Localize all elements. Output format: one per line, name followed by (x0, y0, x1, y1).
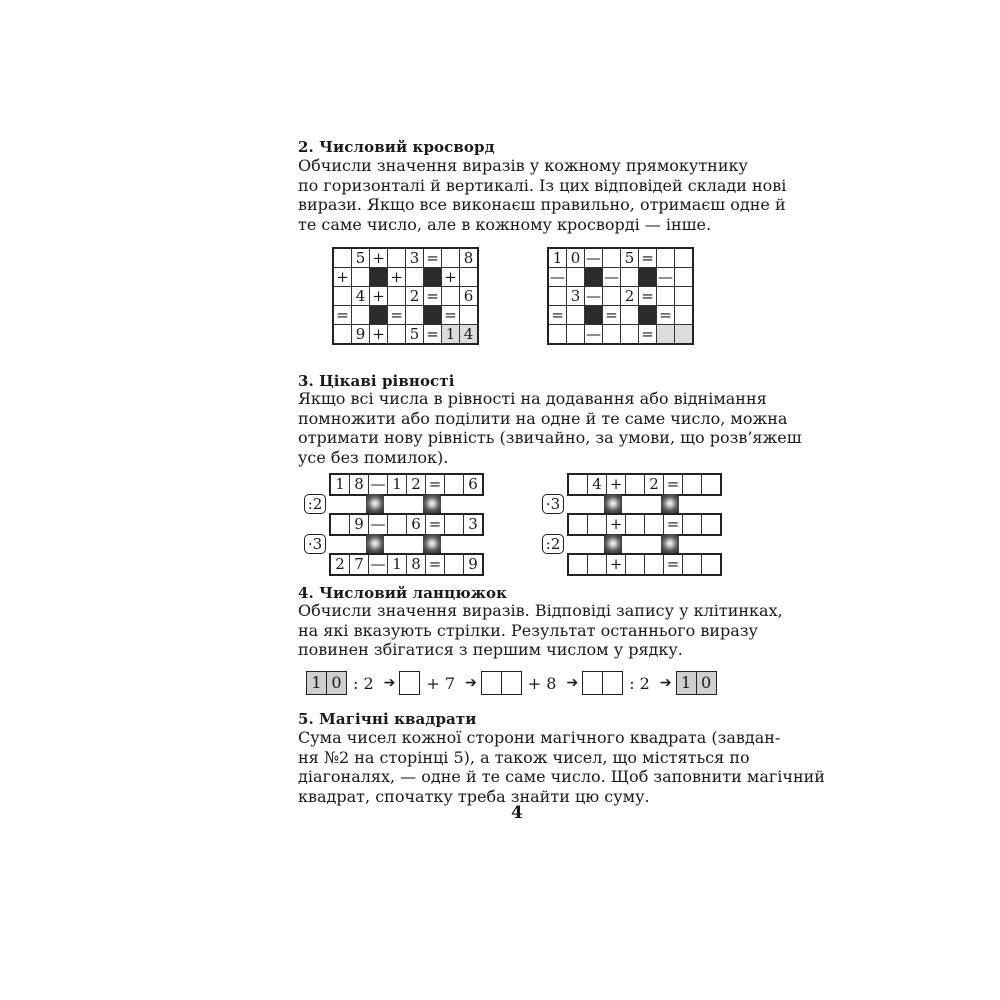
chain-end-number (676, 671, 717, 695)
equality-row (567, 513, 722, 536)
grid-cell[interactable]: 3 (567, 287, 585, 306)
chain-answer-3[interactable] (582, 671, 623, 695)
equality-cell[interactable]: 1 (329, 473, 350, 496)
arrow-icon: ➔ (465, 675, 477, 691)
grid-cell[interactable] (675, 287, 694, 306)
equality-cell[interactable]: = (663, 513, 683, 536)
grid-cell[interactable]: = (639, 248, 657, 268)
grid-cell[interactable] (406, 268, 424, 287)
grid-cell (370, 306, 388, 325)
grid-cell[interactable]: 5 (406, 325, 424, 345)
arrow-icon: ➔ (659, 675, 672, 691)
arrow-icon: ➔ (383, 675, 396, 691)
equality-cell[interactable] (644, 513, 664, 536)
grid-cell[interactable]: — (586, 287, 601, 305)
task5-heading: 5. Магічні квадрати (298, 710, 477, 728)
chain-answer-1[interactable] (399, 671, 420, 695)
equality-cell[interactable] (644, 553, 664, 576)
grid-row (333, 306, 478, 325)
equality-cell[interactable] (329, 513, 350, 536)
equality-cell[interactable]: — (368, 473, 388, 496)
grid-cell[interactable] (460, 268, 479, 287)
grid-cell[interactable]: — (658, 268, 673, 286)
chain-start-number (306, 671, 347, 695)
task5-line: квадрат, спочатку треба знайти цю суму. (298, 786, 650, 806)
grid-cell[interactable] (603, 248, 621, 268)
equality-cell[interactable]: 9 (463, 553, 484, 576)
grid-cell (585, 306, 603, 325)
equality-row (567, 473, 722, 496)
equality-cell[interactable] (587, 553, 607, 576)
chain-end-digit: 1 (676, 671, 697, 695)
task2-line: Обчисли значення виразів у кожному прямокутнику (298, 156, 748, 175)
equality-cell[interactable] (587, 513, 607, 536)
grid-cell[interactable]: = (424, 287, 442, 306)
equality-cell[interactable] (682, 473, 702, 496)
grid-cell[interactable]: 0 (567, 248, 585, 268)
operation-label: ·3 (304, 534, 326, 554)
connector-square (604, 534, 622, 553)
grid-cell[interactable] (621, 306, 639, 325)
equality-cell[interactable]: 4 (587, 473, 607, 496)
grid-cell[interactable]: = (333, 306, 352, 325)
grid-cell[interactable]: 5 (621, 248, 639, 268)
equality-cell[interactable]: 9 (349, 513, 369, 536)
equality-cell[interactable]: + (606, 473, 626, 496)
equality-cell[interactable]: — (368, 513, 388, 536)
grid-cell (370, 268, 388, 287)
equality-cell[interactable]: = (425, 473, 445, 496)
task2-line: вирази. Якщо все виконаєш правильно, отримаєш одне й (298, 195, 786, 214)
operation-label: :2 (542, 534, 564, 554)
task3-heading: 3. Цікаві рівності (298, 372, 455, 390)
connector-square (366, 494, 384, 513)
chain-op-1: : 2 (353, 673, 374, 693)
grid-cell[interactable] (548, 325, 567, 345)
equality-cell[interactable] (444, 553, 464, 576)
equality-cell[interactable]: + (606, 513, 626, 536)
grid-cell[interactable]: 3 (406, 248, 424, 268)
grid-row (333, 248, 478, 268)
chain-start-digit: 1 (306, 671, 327, 695)
grid-cell[interactable] (657, 248, 675, 268)
equality-cell[interactable] (701, 553, 722, 576)
grid-cell[interactable]: = (657, 306, 675, 325)
task2-text (298, 156, 787, 234)
connector-square (423, 494, 441, 513)
grid-cell[interactable] (621, 325, 639, 345)
task4-text (298, 601, 783, 660)
chain-op-2: + 7 (426, 673, 456, 693)
grid-cell[interactable] (567, 306, 585, 325)
grid-cell[interactable]: + (370, 287, 388, 306)
equality-cell[interactable]: 2 (406, 473, 426, 496)
grid-cell[interactable]: = (424, 248, 442, 268)
grid-cell[interactable] (675, 248, 694, 268)
equality-row (329, 553, 484, 576)
equality-cell[interactable]: = (663, 553, 683, 576)
equality-cell[interactable] (444, 473, 464, 496)
equality-cell[interactable] (625, 473, 645, 496)
grid-cell[interactable]: + (370, 325, 388, 345)
equality-cell[interactable] (567, 513, 588, 536)
grid-row (333, 325, 478, 345)
operation-label: :2 (304, 494, 326, 514)
grid-cell (639, 268, 657, 287)
chain-op-4: : 2 (629, 673, 650, 693)
grid-cell[interactable] (388, 287, 406, 306)
number-chain (306, 670, 717, 696)
equality-cell[interactable] (625, 513, 645, 536)
equality-cell[interactable] (701, 513, 722, 536)
grid-cell[interactable]: + (370, 248, 388, 268)
grid-cell[interactable]: 9 (352, 325, 370, 345)
equality-cell[interactable]: 6 (406, 513, 426, 536)
grid-cell[interactable]: 1 (442, 325, 460, 345)
task3-text (298, 389, 802, 467)
grid-cell (585, 268, 603, 287)
grid-cell[interactable] (675, 268, 694, 287)
operation-label: ·3 (542, 494, 564, 514)
grid-cell[interactable]: 5 (352, 248, 370, 268)
grid-cell[interactable]: + (333, 268, 352, 287)
grid-cell[interactable]: = (639, 325, 657, 345)
task2-line: те саме число, але в кожному кросворді — інше. (298, 214, 712, 234)
grid-cell[interactable]: 8 (460, 248, 479, 268)
answer-cell[interactable] (603, 671, 623, 695)
chain-op-3: + 8 (527, 673, 557, 693)
connector-square (366, 534, 384, 553)
grid-row (548, 268, 693, 287)
grid-cell[interactable]: 6 (460, 287, 479, 306)
equality-cell[interactable]: 2 (329, 553, 350, 576)
task3-line: отримати нову рівність (звичайно, за умови, що розв’яжеш (298, 428, 802, 447)
task4-line: Обчисли значення виразів. Відповіді запису у клітинках, (298, 601, 783, 620)
grid-cell[interactable] (442, 248, 460, 268)
task5-line: ня №2 на сторінці 5), а також чисел, що містяться по (298, 747, 750, 767)
grid-cell[interactable]: + (388, 268, 406, 287)
grid-row (333, 268, 478, 287)
equality-cell[interactable] (444, 513, 464, 536)
task4-line: на які вказують стрілки. Результат останнього виразу (298, 620, 758, 640)
grid-cell[interactable] (442, 287, 460, 306)
answer-cell[interactable] (502, 671, 522, 695)
equality-cell[interactable]: 1 (387, 553, 407, 576)
equality-row (567, 553, 722, 576)
answer-cell[interactable] (399, 671, 420, 695)
grid-cell[interactable]: + (442, 268, 460, 287)
equality-cell[interactable] (682, 513, 702, 536)
equality-cell[interactable]: 2 (644, 473, 664, 496)
equality-row (329, 513, 484, 536)
grid-row (333, 287, 478, 306)
equality-cell[interactable]: 8 (349, 473, 369, 496)
connector-square (661, 494, 679, 513)
chain-answer-2[interactable] (481, 671, 522, 695)
chain-start-digit: 0 (327, 671, 347, 695)
grid-cell[interactable] (352, 268, 370, 287)
grid-cell (639, 306, 657, 325)
grid-cell[interactable]: = (639, 287, 657, 306)
grid-cell[interactable] (657, 287, 675, 306)
grid-cell[interactable] (333, 248, 352, 268)
equality-cell[interactable]: 3 (463, 513, 484, 536)
connector-square (604, 494, 622, 513)
grid-cell[interactable]: = (548, 306, 567, 325)
grid-cell[interactable] (603, 287, 621, 306)
connector-square (423, 534, 441, 553)
grid-cell[interactable] (548, 287, 567, 306)
grid-cell[interactable]: = (388, 306, 406, 325)
grid-row (548, 306, 693, 325)
grid-cell[interactable] (406, 306, 424, 325)
grid-cell[interactable] (352, 306, 370, 325)
equality-cell[interactable]: 8 (406, 553, 426, 576)
grid-row (548, 325, 693, 345)
connector-square (661, 534, 679, 553)
answer-cell[interactable] (582, 671, 603, 695)
grid-cell[interactable] (675, 306, 694, 325)
task4-heading: 4. Числовий ланцюжок (298, 584, 508, 602)
equality-cell[interactable]: = (425, 513, 445, 536)
page-number: 4 (511, 803, 523, 823)
task3-line: помножити або поділити на одне й те саме число, можна (298, 408, 788, 428)
task3-line: усе без помилок). (298, 447, 449, 467)
grid-cell[interactable] (567, 268, 585, 287)
grid-cell[interactable] (460, 306, 479, 325)
grid-cell[interactable]: — (604, 268, 619, 286)
task4-line: повинен збігатися з першим числом у рядку. (298, 640, 683, 659)
equality-cell[interactable] (625, 553, 645, 576)
grid-cell[interactable] (388, 325, 406, 345)
grid-cell[interactable] (621, 268, 639, 287)
answer-cell[interactable] (481, 671, 502, 695)
crossword-grid-1 (332, 247, 479, 345)
equality-cell[interactable]: 7 (349, 553, 369, 576)
grid-cell[interactable]: — (586, 249, 601, 267)
grid-cell[interactable]: = (442, 306, 460, 325)
equality-cell[interactable]: = (663, 473, 683, 496)
task2-line: по горизонталі й вертикалі. Із цих відповідей склади нові (298, 175, 787, 195)
grid-cell[interactable]: — (586, 325, 601, 343)
grid-cell[interactable] (333, 325, 352, 345)
equality-cell[interactable]: + (606, 553, 626, 576)
grid-cell[interactable]: 1 (548, 248, 567, 268)
task5-line: діагоналях, — одне й те саме число. Щоб заповнити магічний (298, 767, 825, 786)
equality-cell[interactable]: = (425, 553, 445, 576)
task5-line: Сума чисел кожної сторони магічного квадрата (завдан- (298, 728, 781, 747)
grid-cell[interactable] (603, 325, 621, 345)
grid-cell[interactable]: 2 (406, 287, 424, 306)
task2-heading: 2. Числовий кросворд (298, 138, 495, 156)
grid-cell[interactable]: = (424, 325, 442, 345)
grid-row (548, 248, 693, 268)
crossword-grid-2 (547, 247, 694, 345)
grid-row (548, 287, 693, 306)
grid-cell[interactable]: 4 (460, 325, 479, 345)
equality-cell[interactable]: 6 (463, 473, 484, 496)
arrow-icon: ➔ (566, 675, 579, 691)
grid-cell[interactable]: 2 (621, 287, 639, 306)
grid-cell[interactable] (388, 248, 406, 268)
grid-cell[interactable]: = (603, 306, 621, 325)
chain-end-digit: 0 (697, 671, 717, 695)
task3-line: Якщо всі числа в рівності на додавання або віднімання (298, 389, 767, 408)
grid-cell (424, 306, 442, 325)
equality-cell[interactable]: 1 (387, 473, 407, 496)
grid-cell[interactable] (333, 287, 352, 306)
equality-row (329, 473, 484, 496)
equality-cell[interactable] (701, 473, 722, 496)
task5-text (298, 728, 825, 806)
grid-cell[interactable]: — (550, 268, 565, 286)
grid-cell[interactable]: 4 (352, 287, 370, 306)
equality-cell[interactable] (567, 553, 588, 576)
grid-cell (424, 268, 442, 287)
equality-cell[interactable] (387, 513, 407, 536)
equality-cell[interactable] (567, 473, 588, 496)
equality-cell[interactable]: — (368, 553, 388, 576)
grid-cell[interactable] (657, 325, 675, 345)
equality-cell[interactable] (682, 553, 702, 576)
grid-cell[interactable] (567, 325, 585, 345)
grid-cell[interactable] (675, 325, 694, 345)
